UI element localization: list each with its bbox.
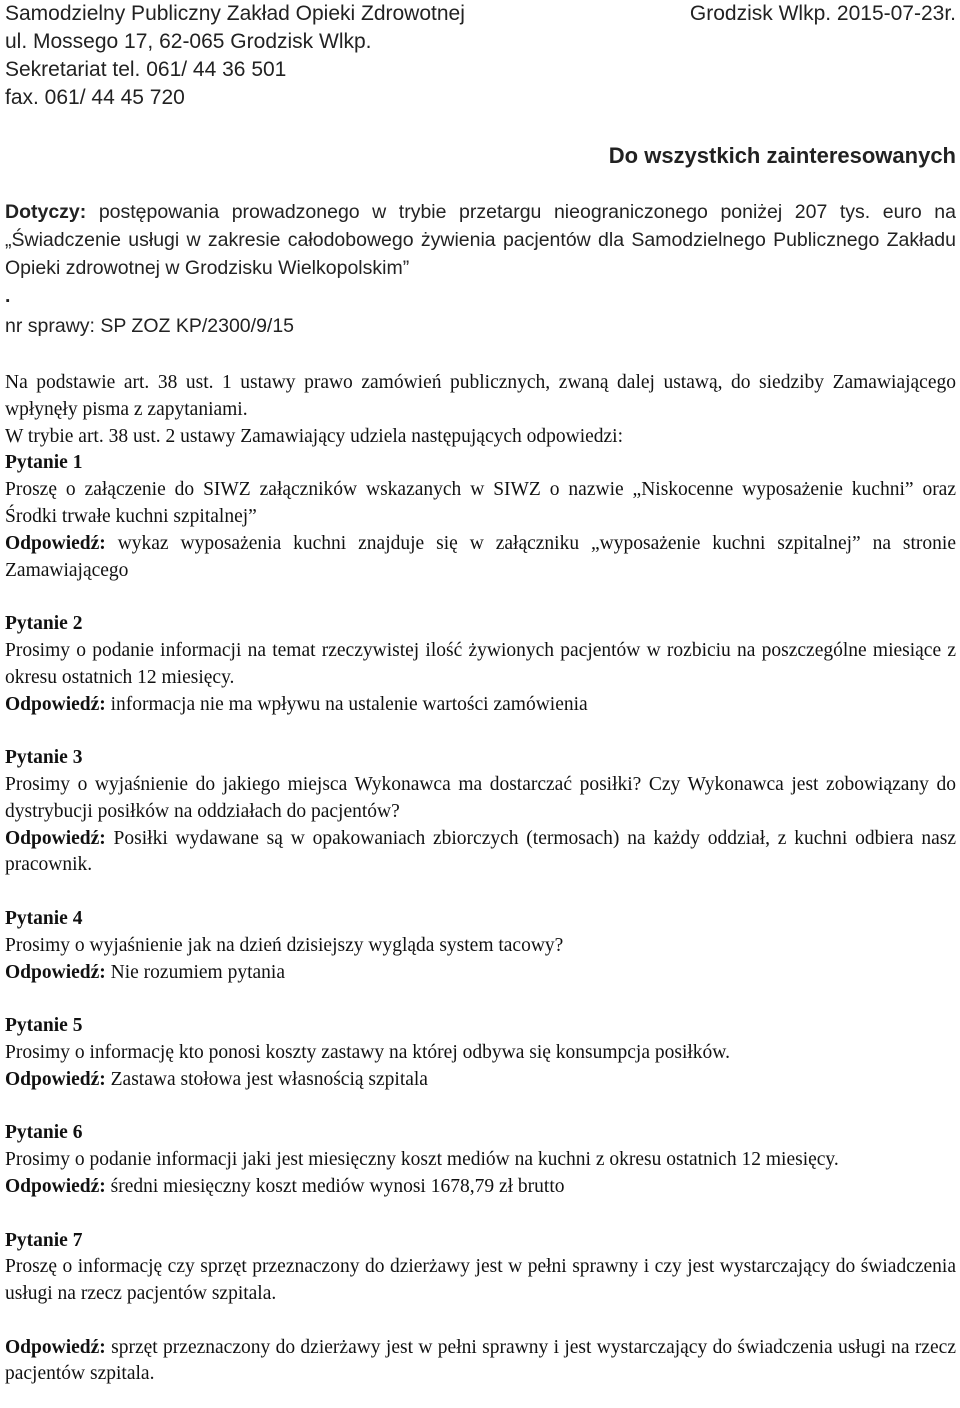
answer-label: Odpowiedź:: [5, 693, 106, 715]
place-date: Grodzisk Wlkp. 2015-07-23r.: [689, 2, 956, 25]
question-block-4: [5, 906, 956, 986]
spacer: [5, 879, 956, 906]
answer-text: średni miesięczny koszt mediów wynosi 1678,79 zł brutto: [105, 1175, 565, 1197]
subject-paragraph: [5, 198, 956, 310]
institution-phone: Sekretariat tel. 061/ 44 36 501: [5, 58, 287, 81]
question-block-7: [5, 1228, 956, 1389]
question-text: Prosimy o wyjaśnienie jak na dzień dzisiejszy wygląda system tacowy?: [5, 934, 564, 956]
question-text: Proszę o informację czy sprzęt przeznaczony do dzierżawy jest w pełni sprawny i czy jest wystarczający do świadczenia usługi na rzecz pacjentów szpitala.: [5, 1256, 956, 1305]
answer-label: Odpowiedź:: [5, 1336, 106, 1358]
answer-text: Posiłki wydawane są w opakowaniach zbiorczych (termosach) na każdy oddział, z kuchni odbiera nasz pracownik.: [5, 827, 956, 876]
answer-label: Odpowiedź:: [5, 1068, 106, 1090]
answer-paragraph: [5, 1174, 956, 1201]
answer-paragraph: [5, 692, 956, 719]
question-title: Pytanie 5: [5, 1015, 83, 1037]
institution-address-block: [5, 0, 465, 112]
spacer: [5, 584, 956, 611]
question-block-1: [5, 450, 956, 584]
spacer: [5, 1094, 956, 1121]
document-body: [5, 370, 956, 1388]
case-number: nr sprawy: SP ZOZ KP/2300/9/15: [5, 315, 295, 337]
question-text: Prosimy o podanie informacji na temat rzeczywistej ilość żywionych pacjentów w rozbiciu na poszczególne miesiące z okresu ostatnich 12 miesięcy.: [5, 639, 956, 688]
question-title: Pytanie 7: [5, 1229, 83, 1251]
question-title: Pytanie 6: [5, 1122, 83, 1144]
spacer: [5, 718, 956, 745]
question-title: Pytanie 2: [5, 613, 83, 635]
answer-label: Odpowiedź:: [5, 827, 106, 849]
question-block-3: [5, 745, 956, 879]
answer-paragraph: [5, 1067, 956, 1094]
question-text: Prosimy o wyjaśnienie do jakiego miejsca Wykonawca ma dostarczać posiłki? Czy Wykonawca jest zobowiązany do dystrybucji posiłków na oddziałach do pacjentów?: [5, 773, 956, 822]
question-block-6: [5, 1120, 956, 1200]
question-title: Pytanie 4: [5, 907, 83, 929]
answer-label: Odpowiedź:: [5, 532, 106, 554]
question-text: Prosimy o informację kto ponosi koszty zastawy na której odbywa się konsumpcja posiłków.: [5, 1041, 730, 1063]
question-title: Pytanie 1: [5, 452, 83, 474]
answer-paragraph: [5, 960, 956, 987]
answer-paragraph: [5, 531, 956, 585]
institution-street: ul. Mossego 17, 62-065 Grodzisk Wlkp.: [5, 30, 372, 53]
subject-dot: .: [5, 285, 11, 307]
question-text: Proszę o załączenie do SIWZ załączników wskazanych w SIWZ o nazwie „Niskocenne wyposażenie kuchni” oraz Środki trwałe kuchni szpitalnej”: [5, 479, 956, 527]
question-title: Pytanie 3: [5, 747, 83, 769]
question-block-2: [5, 611, 956, 718]
subject-label: Dotyczy:: [5, 201, 87, 223]
spacer: [5, 1308, 956, 1335]
answer-text: Zastawa stołowa jest własnością szpitala: [105, 1068, 428, 1090]
answer-label: Odpowiedź:: [5, 1175, 106, 1197]
institution-name: Samodzielny Publiczny Zakład Opieki Zdrowotnej: [5, 2, 465, 25]
question-text: Prosimy o podanie informacji jaki jest miesięczny koszt mediów na kuchni z okresu ostatnich 12 miesięcy.: [5, 1149, 839, 1171]
addressee: Do wszystkich zainteresowanych: [608, 143, 956, 168]
answer-label: Odpowiedź:: [5, 961, 106, 983]
institution-fax: fax. 061/ 44 45 720: [5, 86, 185, 109]
answer-text: sprzęt przeznaczony do dzierżawy jest w pełni sprawny i jest wystarczający do świadczenia usługi na rzecz pacjentów szpitala.: [5, 1336, 956, 1385]
answer-text: Nie rozumiem pytania: [105, 961, 285, 983]
intro-paragraph-2: W trybie art. 38 ust. 2 ustawy Zamawiający udziela następujących odpowiedzi:: [5, 425, 624, 447]
answer-paragraph: [5, 1335, 956, 1389]
intro-paragraph-1: Na podstawie art. 38 ust. 1 ustawy prawo zamówień publicznych, zwaną dalej ustawą, do siedziby Zamawiającego wpłynęły pisma z zapytaniami.: [5, 372, 956, 420]
answer-text: wykaz wyposażenia kuchni znajduje się w załączniku „wyposażenie kuchni szpitalnej” na stronie Zamawiającego: [5, 532, 956, 581]
spacer: [5, 986, 956, 1013]
subject-text: postępowania prowadzonego w trybie przetargu nieograniczonego poniżej 207 tys. euro na „Świadczenie usługi w zakresie całodobowego żywienia pacjentów dla Samodzielnego Publicznego Zakładu Opieki zdrowotnej w Grodzisku Wielkopolskim”: [5, 201, 956, 279]
answer-paragraph: [5, 826, 956, 880]
question-block-5: [5, 1013, 956, 1093]
answer-text: informacja nie ma wpływu na ustalenie wartości zamówienia: [105, 693, 588, 715]
spacer: [5, 1201, 956, 1228]
